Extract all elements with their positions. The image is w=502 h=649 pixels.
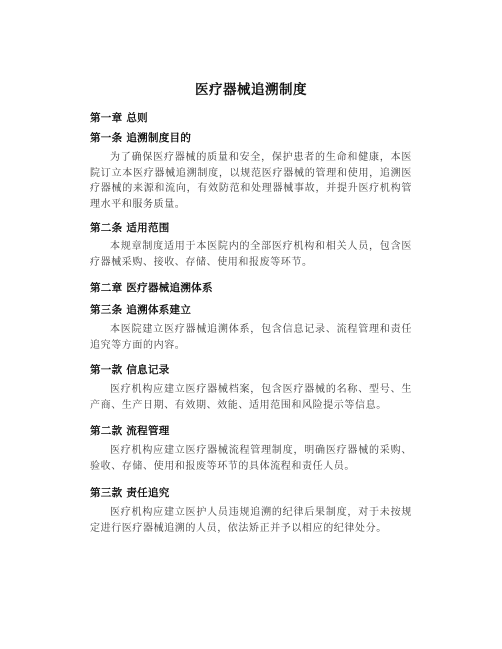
article-heading-1: 第一条 追溯制度目的 (90, 132, 192, 144)
article-paragraph-2: 本规章制度适用于本医院内的全部医疗机构和相关人员，包含医疗器械采购、接收、存储、使用和报废等环节。 (90, 241, 412, 268)
clause-heading-3: 第三款 责任追究 (90, 487, 170, 499)
clause-paragraph-3: 医疗机构应建立医护人员违规追溯的纪律后果制度，对于未按规定进行医疗器械追溯的人员，依法矫正并予以相应的纪律处分。 (90, 507, 412, 534)
article-paragraph-1: 为了确保医疗器械的质量和安全，保护患者的生命和健康，本医院订立本医疗器械追溯制度，以规范医疗器械的管理和使用，追溯医疗器械的来源和流向，有效防范和处理器械事故，并提升医疗机构管理水平和服务质量。 (90, 152, 412, 210)
article-heading-2: 第二条 适用范围 (90, 222, 170, 234)
clause-heading-2: 第二款 流程管理 (90, 425, 170, 437)
clause-paragraph-2: 医疗机构应建立医疗器械流程管理制度，明确医疗器械的采购、验收、存储、使用和报废等环节的具体流程和责任人员。 (90, 445, 412, 472)
clause-heading-1: 第一款 信息记录 (90, 364, 170, 376)
chapter-heading-2: 第二章 医疗器械追溯体系 (90, 282, 213, 294)
clause-paragraph-1: 医疗机构应建立医疗器械档案，包含医疗器械的名称、型号、生产商、生产日期、有效期、效能、适用范围和风险提示等信息。 (90, 384, 412, 411)
chapter-heading-1: 第一章 总则 (90, 112, 148, 124)
article-paragraph-3: 本医院建立医疗器械追溯体系，包含信息记录、流程管理和责任追究等方面的内容。 (90, 324, 412, 351)
article-heading-3: 第三条 追溯体系建立 (90, 304, 192, 316)
document-title: 医疗器械追溯制度 (195, 82, 307, 98)
